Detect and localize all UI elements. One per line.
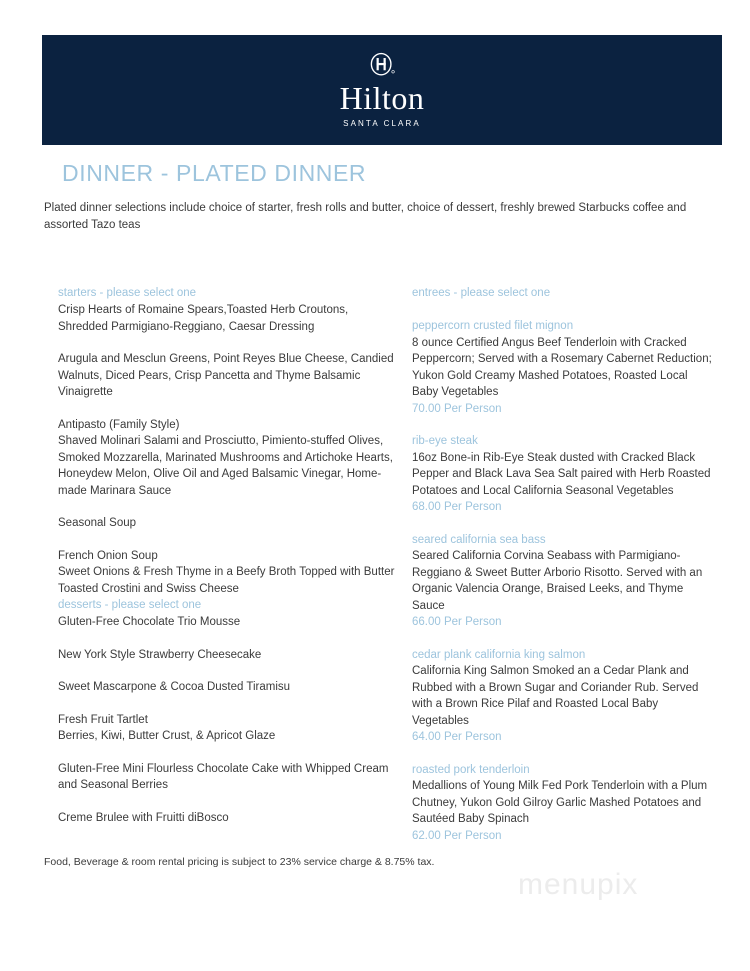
hilton-h-monogram-icon <box>365 52 399 78</box>
item-description: Sweet Onions & Fresh Thyme in a Beefy Broth Topped with Butter Toasted Crostini and Swiss Cheese <box>58 566 395 595</box>
item-description: Gluten-Free Mini Flourless Chocolate Cake with Whipped Cream and Seasonal Berries <box>58 762 389 791</box>
item-description: Seared California Corvina Seabass with Parmigiano-Reggiano & Sweet Butter Arborio Risotto. Served with an Organic Valencia Orange, Braised Leeks, and Thyme Sauce <box>412 550 703 612</box>
item-description: California King Salmon Smoked an a Cedar Plank and Rubbed with a Brown Sugar and Coriander Rub. Served with a Brown Rice Pilaf and Roasted Local Baby Vegetables <box>412 665 699 727</box>
item-name: seared california sea bass <box>412 533 546 546</box>
item-name: Antipasto (Family Style) <box>58 418 180 431</box>
page-title: DINNER - PLATED DINNER <box>62 160 367 186</box>
hilton-logo <box>340 52 425 128</box>
starters-heading: starters - please select one <box>58 287 197 299</box>
menu-item <box>412 532 712 631</box>
item-description: Berries, Kiwi, Butter Crust, & Apricot Glaze <box>58 730 276 742</box>
item-price: 62.00 Per Person <box>412 829 502 842</box>
item-name: rib-eye steak <box>412 435 478 447</box>
item-price: 64.00 Per Person <box>412 731 502 743</box>
menu-item <box>58 614 398 631</box>
menu-item <box>412 762 712 845</box>
menu-item <box>58 548 398 598</box>
entrees-column <box>412 285 712 844</box>
intro-paragraph: Plated dinner selections include choice of starter, fresh rolls and butter, choice of dessert, freshly brewed Starbucks coffee and assorted Tazo teas <box>44 202 687 231</box>
menu-item <box>58 417 398 500</box>
item-description: New York Style Strawberry Cheesecake <box>58 648 262 661</box>
item-price: 68.00 Per Person <box>412 501 502 513</box>
item-description: Medallions of Young Milk Fed Pork Tenderloin with a Plum Chutney, Yukon Gold Gilroy Garlic Mashed Potatoes and Sautéed Baby Spinach <box>412 780 708 825</box>
item-price: 66.00 Per Person <box>412 616 502 628</box>
item-description: Crisp Hearts of Romaine Spears,Toasted Herb Croutons, Shredded Parmigiano-Reggiano, Caesar Dressing <box>58 304 349 333</box>
item-description: 8 ounce Certified Angus Beef Tenderloin with Cracked Peppercorn; Served with a Rosemary Cabernet Reduction; Yukon Gold Creamy Mashed Potatoes, Roasted Local Baby Vegetables <box>412 336 712 398</box>
pricing-disclaimer: Food, Beverage & room rental pricing is subject to 23% service charge & 8.75% tax. <box>44 856 435 868</box>
menupix-watermark: menupix <box>518 868 639 901</box>
menu-item <box>58 679 398 696</box>
item-name: roasted pork tenderloin <box>412 763 530 776</box>
item-price: 70.00 Per Person <box>412 402 502 415</box>
item-name: Fresh Fruit Tartlet <box>58 713 148 726</box>
menu-item <box>58 302 398 335</box>
item-name: peppercorn crusted filet mignon <box>412 320 574 332</box>
menu-item <box>58 515 398 532</box>
item-name: French Onion Soup <box>58 549 158 562</box>
item-name: cedar plank california king salmon <box>412 648 586 661</box>
item-description: Arugula and Mesclun Greens, Point Reyes Blue Cheese, Candied Walnuts, Diced Pears, Crisp Pancetta and Thyme Balsamic Vinaigrette <box>58 353 394 398</box>
item-name: Seasonal Soup <box>58 517 137 529</box>
item-description: Gluten-Free Chocolate Trio Mousse <box>58 616 241 628</box>
item-description: Sweet Mascarpone & Cocoa Dusted Tiramisu <box>58 681 291 693</box>
menu-item <box>412 318 712 417</box>
menu-item <box>58 647 398 664</box>
desserts-heading: desserts - please select one <box>58 599 202 611</box>
starters-and-desserts-column <box>58 285 398 826</box>
menu-item <box>412 433 712 516</box>
menu-item <box>412 647 712 746</box>
item-description: Shaved Molinari Salami and Prosciutto, Pimiento-stuffed Olives, Smoked Mozzarella, Marinated Mushrooms and Artichoke Hearts, Honeydew Melon, Olive Oil and Aged Balsamic Vinegar, Home-made Marinara Sauce <box>58 435 393 497</box>
menu-item <box>58 761 398 794</box>
hilton-wordmark: Hilton <box>339 80 425 116</box>
menu-item <box>58 810 398 827</box>
item-description: 16oz Bone-in Rib-Eye Steak dusted with Cracked Black Pepper and Black Lava Sea Salt paired with Herb Roasted Potatoes and Local California Seasonal Vegetables <box>412 451 711 497</box>
menu-item <box>58 351 398 401</box>
hilton-location-label: SANTA CLARA <box>343 119 421 128</box>
desserts-section <box>58 597 398 826</box>
menu-item <box>58 712 398 745</box>
item-description: Creme Brulee with Fruitti diBosco <box>58 811 229 824</box>
starters-section <box>58 285 398 597</box>
entrees-heading: entrees - please select one <box>412 287 551 299</box>
hilton-brand-banner <box>42 35 722 145</box>
